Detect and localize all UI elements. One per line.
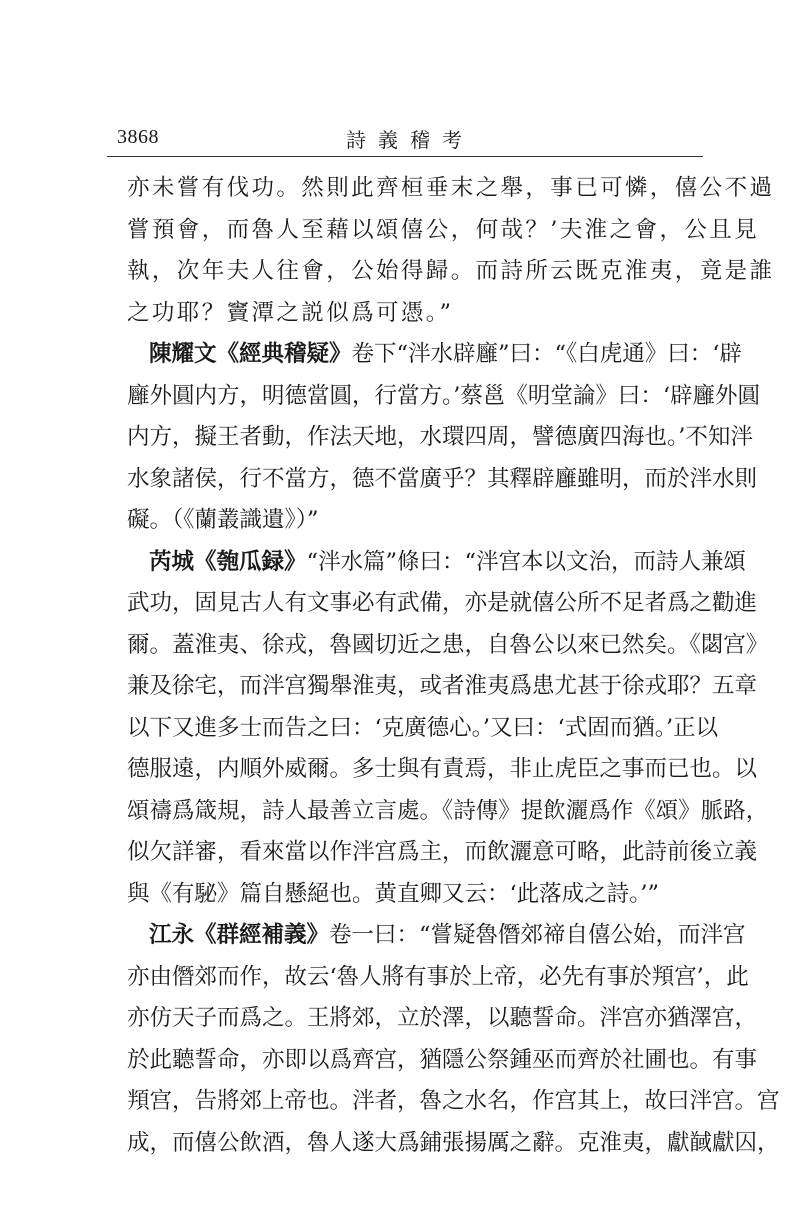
text-line <box>127 791 769 833</box>
text-line <box>127 1040 758 1082</box>
text-run: 卷一曰：“嘗疑魯僭郊禘自僖公始，而泮宫 <box>329 922 746 948</box>
text-line <box>127 376 761 418</box>
text-run: 德服遠，内順外威爾。多士與有責焉，非止虎臣之事而已也。以 <box>127 756 758 782</box>
text-run: 嘗預會，而魯人至藉以頌僖公，何哉？’夫淮之會，公且見 <box>127 216 760 243</box>
source-title: 芮城《匏瓜録》 <box>149 548 307 575</box>
text-run: 以下又進多士而告之曰：‘克廣德心。’又曰：‘式固而猶。’正以 <box>127 714 719 741</box>
source-title: 陳耀文《經典稽疑》 <box>149 341 352 367</box>
text-line <box>127 1081 780 1123</box>
text-line <box>127 915 746 957</box>
text-run: 之功耶？竇潭之説似爲可憑。” <box>127 299 454 326</box>
text-run: 亦由僭郊而作，故云‘魯人將有事於上帝，必先有事於頖宫’，此 <box>127 963 749 990</box>
text-line <box>127 417 753 459</box>
text-run: 廱外圓内方，明德當圓，行當方。’蔡邕《明堂論》曰：‘辟廱外圓 <box>127 382 761 409</box>
text-line <box>127 293 703 335</box>
text-run: 亦未嘗有伐功。然則此齊桓垂末之舉，事已可憐，僖公不過 <box>127 175 775 201</box>
body-text <box>127 168 780 1164</box>
text-run: 礙。（《蘭叢識遺》）” <box>127 507 319 533</box>
text-line <box>127 957 749 999</box>
text-line <box>127 832 758 874</box>
text-run: 頌禱爲箴規，詩人最善立言處。《詩傳》提飲灑爲作《頌》脈路， <box>127 797 769 824</box>
text-run: 爾。蓋淮夷、徐戎，魯國切近之患，自魯公以來已然矣。《閟宫》 <box>127 631 769 658</box>
text-line <box>127 666 758 708</box>
text-run: 似欠詳審，看來當以作泮宫爲主，而飲灑意可略，此詩前後立義 <box>127 839 758 865</box>
text-line <box>127 334 742 376</box>
text-line <box>127 749 758 791</box>
text-line <box>127 500 703 542</box>
text-run: 武功，固見古人有文事必有武備，亦是就僖公所不足者爲之勸進 <box>127 590 758 616</box>
text-run: 頖宫，告將郊上帝也。泮者，魯之水名，作宫其上，故曰泮宫。宫 <box>127 1088 780 1114</box>
text-line <box>127 708 719 750</box>
text-run: 於此聽誓命，亦即以爲齊宫，猶隱公祭鍾巫而齊於社圃也。有事 <box>127 1046 758 1073</box>
text-line <box>127 1123 780 1165</box>
text-run: 兼及徐宅，而泮宫獨舉淮夷，或者淮夷爲患尤甚于徐戎耶？五章 <box>127 673 758 699</box>
text-line <box>127 542 747 584</box>
text-line <box>127 625 769 667</box>
text-run: 成，而僖公飲酒，魯人遂大爲鋪張揚厲之辭。克淮夷，獻馘獻囚， <box>127 1129 780 1156</box>
text-line <box>127 168 775 210</box>
text-line <box>127 998 758 1040</box>
running-title: 詩義稽考 <box>346 128 474 152</box>
text-run: 内方，擬王者動，作法天地，水環四周，譬德廣四海也。’不知泮 <box>127 424 753 450</box>
text-run: “泮水篇”條曰：“泮宫本以文治，而詩人兼頌 <box>306 548 747 575</box>
text-run: 卷下“泮水辟廱”曰：“《白虎通》曰：‘辟 <box>351 341 742 367</box>
page-number: 3868 <box>117 126 159 148</box>
text-line <box>127 210 760 252</box>
text-run: 亦仿天子而爲之。王將郊，立於澤，以聽誓命。泮宫亦猶澤宫， <box>127 1005 758 1031</box>
page-header <box>107 118 703 157</box>
text-run: 水象諸侯，行不當方，德不當廣乎？其釋辟廱雖明，而於泮水則 <box>127 465 758 492</box>
text-line <box>127 583 758 625</box>
text-run: 與《有駜》篇自懸絕也。黄直卿又云：‘此落成之詩。’” <box>127 880 660 907</box>
text-line <box>127 874 703 916</box>
source-title: 江永《群經補義》 <box>149 922 330 948</box>
text-line <box>127 251 775 293</box>
text-line <box>127 459 758 501</box>
text-run: 執，次年夫人往會，公始得歸。而詩所云既克淮夷，竟是誰 <box>127 258 775 284</box>
